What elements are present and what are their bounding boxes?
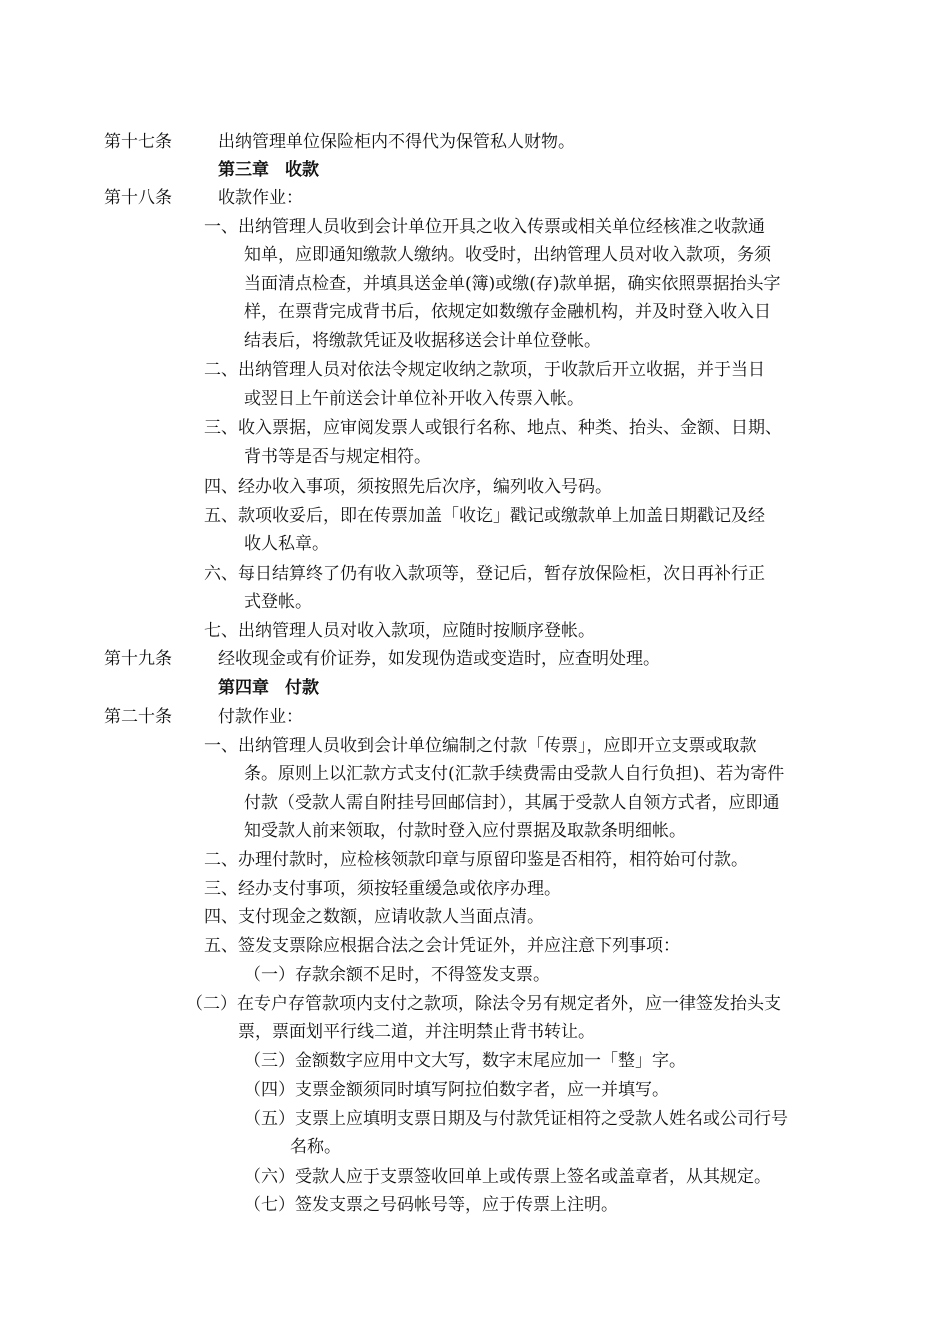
article-18-item-6-line-2: 式登帐。 <box>244 592 312 612</box>
chapter-4-title: 付款 <box>285 678 319 698</box>
sub-item-3: （三）金额数字应用中文大写，数字末尾应加一「整」字。 <box>244 1051 686 1071</box>
article-19-text: 经收现金或有价证券，如发现伪造或变造时，应查明处理。 <box>218 649 660 669</box>
article-18-item-1-line-2: 知单，应即通知缴款人缴纳。收受时，出纳管理人员对收入款项，务须 <box>244 245 771 265</box>
article-18-item-5-line-1: 五、款项收妥后，即在传票加盖「收讫」戳记或缴款单上加盖日期戳记及经 <box>204 506 765 526</box>
article-18-text: 收款作业： <box>218 188 303 208</box>
article-18-item-2-line-1: 二、出纳管理人员对依法令规定收纳之款项，于收款后开立收据，并于当日 <box>204 360 765 380</box>
article-20-text: 付款作业： <box>218 707 303 727</box>
article-19-label: 第十九条 <box>104 649 172 669</box>
chapter-4-number: 第四章 <box>218 678 269 698</box>
sub-item-7: （七）签发支票之号码帐号等，应于传票上注明。 <box>244 1195 618 1215</box>
chapter-3-heading <box>218 156 319 184</box>
sub-item-5-line-1: （五）支票上应填明支票日期及与付款凭证相符之受款人姓名或公司行号 <box>244 1109 788 1129</box>
sub-item-6: （六）受款人应于支票签收回单上或传票上签名或盖章者，从其规定。 <box>244 1167 771 1187</box>
article-20-item-1-line-1: 一、出纳管理人员收到会计单位编制之付款「传票」，应即开立支票或取款 <box>204 736 757 756</box>
sub-item-2-line-1: （二）在专户存管款项内支付之款项，除法令另有规定者外，应一律签发抬头支 <box>186 994 781 1014</box>
sub-item-5-line-2: 名称。 <box>290 1137 341 1157</box>
chapter-3-title: 收款 <box>285 160 319 180</box>
article-18-item-3-line-2: 背书等是否与规定相符。 <box>244 447 431 467</box>
article-20-item-4: 四、支付现金之数额，应请收款人当面点清。 <box>204 907 544 927</box>
article-18-item-3-line-1: 三、收入票据，应审阅发票人或银行名称、地点、种类、抬头、金额、日期、 <box>204 418 782 438</box>
sub-item-4: （四）支票金额须同时填写阿拉伯数字者，应一并填写。 <box>244 1080 669 1100</box>
chapter-4-heading <box>218 674 319 702</box>
article-20-item-1-line-3: 付款（受款人需自附挂号回邮信封），其属于受款人自领方式者，应即通 <box>244 793 780 813</box>
article-18-item-5-line-2: 收人私章。 <box>244 534 329 554</box>
article-20-item-1-line-2: 条。原则上以汇款方式支付(汇款手续费需由受款人自行负担)、若为寄件 <box>244 764 785 784</box>
chapter-3-number: 第三章 <box>218 160 269 180</box>
article-18-item-1-line-1: 一、出纳管理人员收到会计单位开具之收入传票或相关单位经核准之收款通 <box>204 217 765 237</box>
article-18-item-7: 七、出纳管理人员对收入款项，应随时按顺序登帐。 <box>204 621 595 641</box>
article-18-label: 第十八条 <box>104 188 172 208</box>
article-20-item-1-line-4: 知受款人前来领取，付款时登入应付票据及取款条明细帐。 <box>244 821 686 841</box>
article-20-label: 第二十条 <box>104 707 172 727</box>
article-17-label: 第十七条 <box>104 132 172 152</box>
article-17-text: 出纳管理单位保险柜内不得代为保管私人财物。 <box>218 132 575 152</box>
sub-item-1: （一）存款余额不足时，不得签发支票。 <box>244 965 550 985</box>
article-18-item-1-line-3: 当面清点检查，并填具送金单(簿)或缴(存)款单据，确实依照票据抬头字 <box>244 274 781 294</box>
article-18-item-1-line-5: 结表后，将缴款凭证及收据移送会计单位登帐。 <box>244 331 601 351</box>
article-18-item-4: 四、经办收入事项，须按照先后次序，编列收入号码。 <box>204 477 612 497</box>
article-20-item-2: 二、办理付款时，应检核领款印章与原留印鉴是否相符，相符始可付款。 <box>204 850 748 870</box>
article-18-item-1-line-4: 样，在票背完成背书后，依规定如数缴存金融机构，并及时登入收入日 <box>244 302 771 322</box>
article-20-item-3: 三、经办支付事项，须按轻重缓急或依序办理。 <box>204 879 561 899</box>
article-18-item-6-line-1: 六、每日结算终了仍有收入款项等，登记后，暂存放保险柜，次日再补行正 <box>204 564 765 584</box>
sub-item-2-line-2: 票，票面划平行线二道，并注明禁止背书转让。 <box>238 1022 595 1042</box>
article-18-item-2-line-2: 或翌日上午前送会计单位补开收入传票入帐。 <box>244 389 584 409</box>
article-20-item-5: 五、签发支票除应根据合法之会计凭证外，并应注意下列事项： <box>204 936 680 956</box>
